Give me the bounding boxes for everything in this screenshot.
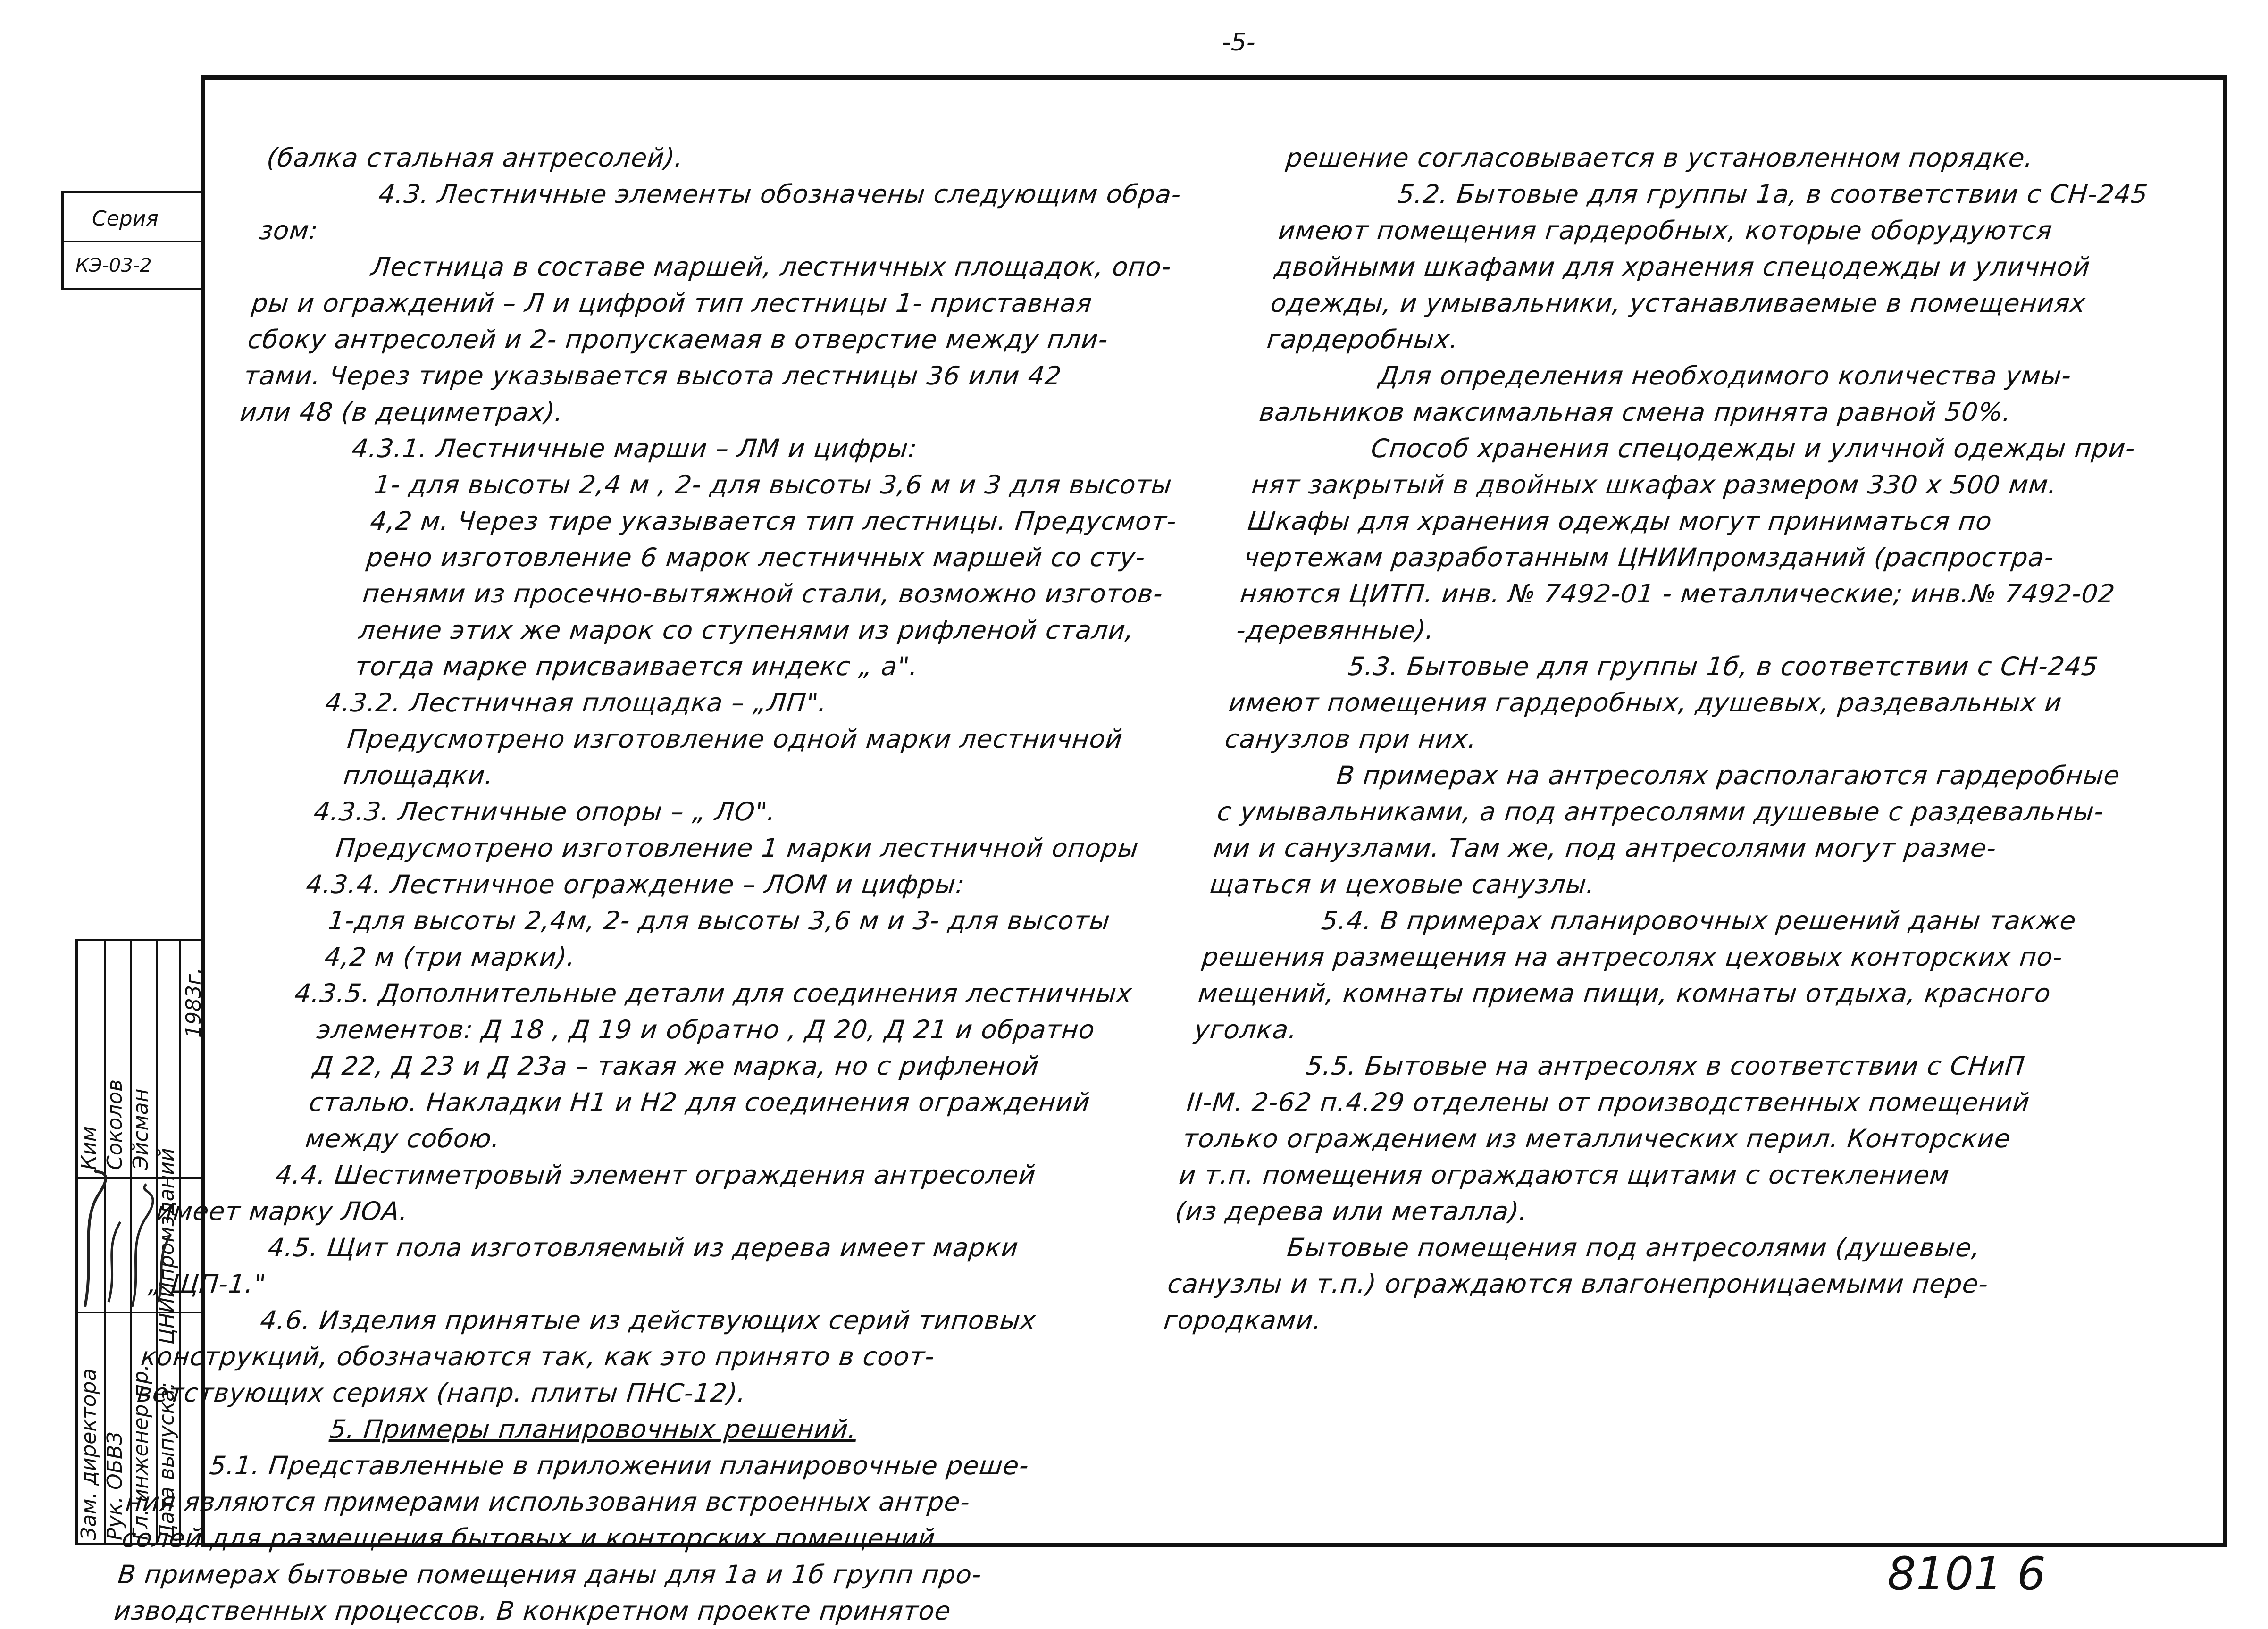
text-line: решение согласовывается в установленном порядке. (1284, 143, 2035, 173)
text-line: только ограждением из металлических перил. Конторские (1181, 1124, 2013, 1153)
text-line: 4.3. Лестничные элементы обозначены следующим обра- (377, 179, 1183, 209)
text-line: 4.6. Изделия принятые из действующих серий типовых (259, 1305, 1038, 1335)
text-line: решения размещения на антресолях цеховых конторских по- (1200, 942, 2064, 972)
text-line: зом: (258, 216, 320, 245)
right-text-column (1162, 140, 2208, 1338)
text-line: тогда марке присваивается индекс „ а". (353, 652, 920, 681)
text-line: ры и ограждений – Л и цифрой тип лестницы 1- приставная (250, 288, 1094, 318)
text-line: двойными шкафами для хранения спецодежды и уличной (1273, 252, 2092, 282)
text-line: одежды, и умывальники, устанавливаемые в помещениях (1269, 288, 2087, 318)
text-line: Шкафы для хранения одежды могут приниматься по (1246, 506, 1994, 536)
text-line: городками. (1162, 1305, 1324, 1335)
text-line: ния являются примерами использования встроенных антре- (124, 1487, 972, 1517)
text-line: 4,2 м (три марки). (323, 942, 577, 972)
text-line: ление этих же марок со ступенями из рифленой стали, (357, 615, 1136, 645)
text-line: сталью. Накладки Н1 и Н2 для соединения ограждений (308, 1087, 1092, 1117)
text-line: 1-для высоты 2,4м, 2- для высоты 3,6 м и 3- для высоты (326, 906, 1112, 936)
text-line: 4.5. Щит пола изготовляемый из дерева имеет марки (266, 1233, 1020, 1262)
text-line: гардеробных. (1265, 325, 1460, 354)
text-line: 4.3.5. Дополнительные детали для соединения лестничных (293, 978, 1134, 1008)
text-line: солей для размещения бытовых и конторских помещений. (120, 1523, 946, 1553)
stamp-release-label: Дата выпуска: (155, 1382, 179, 1540)
text-line: 5.4. В примерах планировочных решений даны также (1320, 906, 2078, 936)
text-line: тами. Через тире указывается высота лестницы 36 или 42 (243, 361, 1063, 391)
text-line: нят закрытый в двойных шкафах размером 330 х 500 мм. (1250, 470, 2059, 500)
text-line: (балка стальная антресолей). (265, 143, 685, 173)
text-line: уголка. (1193, 1015, 1299, 1044)
text-line: площадки. (342, 760, 495, 790)
text-line: рено изготовление 6 марок лестничных маршей со сту- (365, 543, 1147, 572)
text-line: 4.3.3. Лестничные опоры – „ ЛО". (312, 797, 778, 827)
text-line: вальников максимальная смена принята равной 50%. (1257, 397, 2013, 427)
text-line: 5.5. Бытовые на антресолях в соответствии с СНиП (1305, 1051, 2026, 1081)
text-line: Лестница в составе маршей, лестничных площадок, опо- (369, 252, 1173, 282)
section-heading-text: 5. Примеры планировочных решений. (328, 1414, 859, 1444)
text-line: мещений, комнаты приема пищи, комнаты отдыха, красного (1197, 978, 2052, 1008)
text-line: 4.4. Шестиметровый элемент ограждения антресолей (274, 1160, 1038, 1190)
text-line: сбоку антресолей и 2- пропускаемая в отверстие между пли- (246, 325, 1110, 354)
text-line: 1- для высоты 2,4 м , 2- для высоты 3,6 м и 3 для высоты (372, 470, 1174, 500)
text-line: В примерах на антресолях располагаются гардеробные (1335, 760, 2122, 790)
text-line: 5.2. Бытовые для группы 1а, в соответствии с СН-245 (1396, 179, 2150, 209)
text-line: Для определения необходимого количества умы- (1377, 361, 2073, 391)
stamp-role-engineer: Гл. инженер пр. (129, 1364, 153, 1540)
text-line: имеют помещения гардеробных, которые оборудуются (1277, 216, 2054, 245)
text-line: или 48 (в дециметрах). (238, 397, 565, 427)
text-line: конструкций, обозначаются так, как это принято в соот- (139, 1342, 937, 1371)
text-line: 4.3.2. Лестничная площадка – „ЛП". (324, 688, 829, 718)
stamp-role-head: Рук. ОБВЗ (103, 1431, 127, 1540)
stamp-organization: ЦНИИпромзданий (155, 1148, 179, 1345)
text-line: (из дерева или металла). (1173, 1196, 1530, 1226)
text-line: элементов: Д 18 , Д 19 и обратно , Д 20, Д 21 и обратно (315, 1015, 1096, 1044)
text-line: между собою. (304, 1124, 502, 1153)
text-line: 5.3. Бытовые для группы 1б, в соответствии с СН-245 (1347, 652, 2100, 681)
text-line: 4,2 м. Через тире указывается тип лестницы. Предусмот- (368, 506, 1179, 536)
text-line: санузлов при них. (1223, 724, 1479, 754)
section-heading (132, 1411, 1055, 1447)
series-label: Серия (92, 207, 159, 231)
text-line: чертежам разработанным ЦНИИпромзданий (распростра- (1242, 543, 2056, 572)
text-line: ми и санузлами. Там же, под антресолями могут разме- (1212, 833, 1998, 863)
text-line: В примерах бытовые помещения даны для 1а и 1б групп про- (117, 1560, 983, 1589)
stamp-name-eisman: Эйсман (129, 1088, 153, 1170)
stamp-name-sokolov: Соколов (103, 1079, 127, 1170)
stamp-name-kim: Ким (77, 1126, 101, 1170)
text-line: Бытовые помещения под антресолями (душевые, (1285, 1233, 1982, 1262)
text-line: имеют помещения гардеробных, душевых, раздевальных и (1227, 688, 2064, 718)
text-line: няются ЦИТП. инв. № 7492-01 - металлические; инв.№ 7492-02 (1239, 579, 2117, 609)
text-line: 5.1. Представленные в приложении планировочные реше- (208, 1451, 1031, 1480)
left-text-column (112, 140, 1189, 1629)
text-line: Д 22, Д 23 и Д 23а – такая же марка, но с рифленой (311, 1051, 1041, 1081)
stamp-year: 1983г. (182, 967, 206, 1038)
sheet-code: 8101 6 (1887, 1547, 2046, 1600)
stamp-role-director: Зам. директора (77, 1368, 101, 1540)
text-line: Способ хранения спецодежды и уличной одежды при- (1369, 434, 2137, 463)
text-line: Предусмотрено изготовление 1 марки лестничной опоры (334, 833, 1140, 863)
text-line: „ ЩП-1." (147, 1269, 268, 1299)
text-line: пенями из просечно-вытяжной стали, возможно изготов- (361, 579, 1165, 609)
text-line: щаться и цеховые санузлы. (1208, 869, 1597, 899)
text-line: имеет марку ЛОА. (154, 1196, 410, 1226)
page-number: -5- (1222, 28, 1255, 57)
text-line: -деревянные). (1235, 615, 1436, 645)
text-line: санузлы и т.п.) ограждаются влагонепроницаемыми пере- (1166, 1269, 1990, 1299)
text-line: изводственных процессов. В конкретном проекте принятое (112, 1596, 953, 1626)
text-line: с умывальниками, а под антресолями душевые с раздевальны- (1215, 797, 2106, 827)
series-code: КЭ-03-2 (75, 255, 152, 276)
text-line: ветствующих сериях (напр. плиты ПНС-12). (135, 1378, 748, 1408)
text-line: II-М. 2-62 п.4.29 отделены от производственных помещений (1185, 1087, 2032, 1117)
text-line: Предусмотрено изготовление одной марки лестничной (346, 724, 1124, 754)
text-line: 4.3.1. Лестничные марши – ЛМ и цифры: (350, 434, 919, 463)
text-line: и т.п. помещения ограждаются щитами с остеклением (1178, 1160, 1951, 1190)
text-line: 4.3.4. Лестничное ограждение – ЛОМ и цифры: (304, 869, 967, 899)
